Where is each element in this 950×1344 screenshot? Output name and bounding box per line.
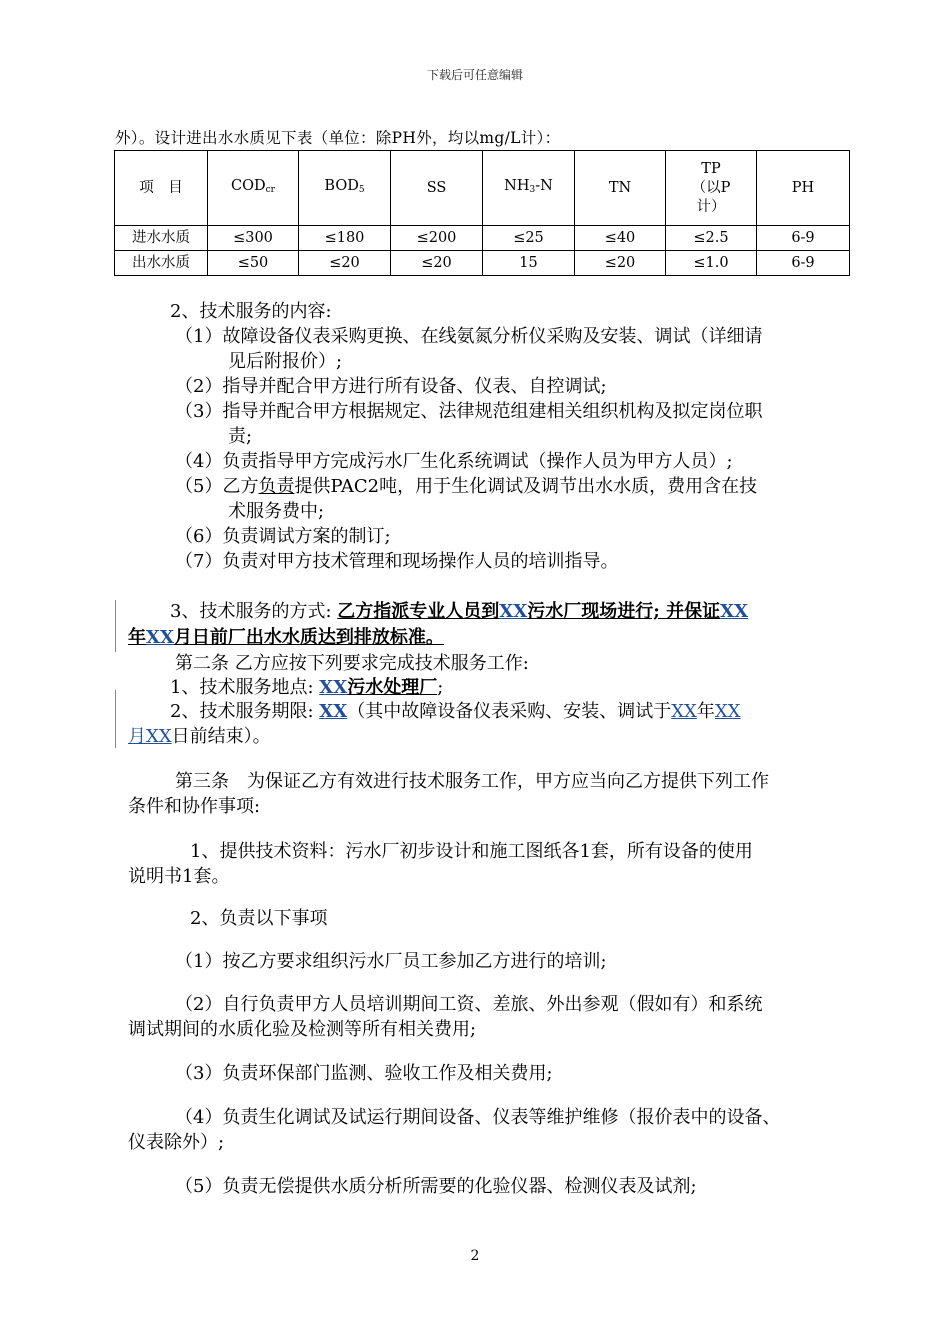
table-row	[115, 251, 850, 276]
header-tn: TN	[575, 151, 666, 226]
cell: ≤20	[299, 251, 391, 276]
cell: ≤300	[208, 226, 299, 251]
cell: 出水水质	[115, 251, 208, 276]
cell: ≤2.5	[666, 226, 757, 251]
list-item-cont: 责;	[228, 426, 253, 447]
section-2-title: 2、技术服务的内容:	[170, 301, 332, 322]
cell: ≤25	[483, 226, 575, 251]
cell: ≤180	[299, 226, 391, 251]
cell: 进水水质	[115, 226, 208, 251]
cell: ≤20	[575, 251, 666, 276]
list-item: （1）按乙方要求组织污水厂员工参加乙方进行的培训;	[175, 951, 607, 972]
header-bod: $BOD_5$	[299, 151, 391, 226]
section-3-line: 3、技术服务的方式: 乙方指派专业人员到XX污水厂现场进行; 并保证XX	[170, 601, 749, 622]
revision-bar	[115, 600, 116, 652]
list-item: （6）负责调试方案的制订;	[175, 526, 391, 547]
header-item: 项 目	[115, 151, 208, 226]
list-item: （3）指导并配合甲方根据规定、法律规范组建相关组织机构及拟定岗位职	[175, 401, 763, 422]
list-item-cont: 见后附报价）;	[228, 351, 343, 372]
header-ph: PH	[757, 151, 850, 226]
paragraph: 2、负责以下事项	[190, 908, 328, 929]
cell: ≤50	[208, 251, 299, 276]
paragraph-cont: 说明书1套。	[128, 866, 230, 887]
header-ss: SS	[391, 151, 483, 226]
article-3-title: 第三条 为保证乙方有效进行技术服务工作，甲方应当向乙方提供下列工作	[175, 771, 769, 792]
cell: ≤1.0	[666, 251, 757, 276]
service-period: 2、技术服务期限: XX（其中故障设备仪表采购、安装、调试于XX年XX	[170, 701, 741, 722]
header-nh3: $NH_3-N$	[483, 151, 575, 226]
table-intro: 外）。设计进出水水质见下表（单位：除PH外，均以mg/L计）：	[115, 129, 561, 147]
water-quality-table	[114, 150, 850, 276]
cell: ≤200	[391, 226, 483, 251]
cell: ≤20	[391, 251, 483, 276]
article-2-title: 第二条 乙方应按下列要求完成技术服务工作:	[175, 653, 529, 674]
revision-bar	[115, 690, 116, 748]
page-number: 2	[470, 1248, 480, 1264]
paragraph: 1、提供技术资料：污水厂初步设计和施工图纸各1套，所有设备的使用	[190, 841, 753, 862]
list-item: （2）指导并配合甲方进行所有设备、仪表、自控调试;	[175, 376, 607, 397]
header-cod: $COD_{cr}$	[208, 151, 299, 226]
list-item: （4）负责生化调试及试运行期间设备、仪表等维护维修（报价表中的设备、	[175, 1107, 781, 1128]
service-period-cont: 月XX日前结束）。	[128, 726, 271, 747]
list-item: （7）负责对甲方技术管理和现场操作人员的培训指导。	[175, 551, 619, 572]
list-item: （3）负责环保部门监测、验收工作及相关费用;	[175, 1063, 553, 1084]
table-row	[115, 226, 850, 251]
header-tp: TP （以P 计）	[666, 151, 757, 226]
list-item-cont: 仪表除外）;	[128, 1132, 225, 1153]
list-item: （4）负责指导甲方完成污水厂生化系统调试（操作人员为甲方人员）;	[175, 451, 733, 472]
cell: 6-9	[757, 226, 850, 251]
list-item-cont: 术服务费中;	[228, 501, 325, 522]
section-3-line-cont: 年XX月日前厂出水水质达到排放标准。	[128, 627, 444, 648]
cell: ≤40	[575, 226, 666, 251]
cell: 6-9	[757, 251, 850, 276]
list-item-cont: 调试期间的水质化验及检测等所有相关费用;	[128, 1019, 477, 1040]
list-item: （5）乙方负责提供PAC2吨，用于生化调试及调节出水水质，费用含在技	[175, 476, 758, 497]
service-location: 1、技术服务地点: XX污水处理厂;	[170, 677, 444, 698]
list-item: （2）自行负责甲方人员培训期间工资、差旅、外出参观（假如有）和系统	[175, 994, 763, 1015]
cell: 15	[483, 251, 575, 276]
list-item: （5）负责无偿提供水质分析所需要的化验仪器、检测仪表及试剂;	[175, 1176, 697, 1197]
article-3-title-cont: 条件和协作事项:	[128, 796, 261, 817]
page-header: 下载后可任意编辑	[426, 68, 523, 82]
table-header-row	[115, 151, 850, 226]
list-item: （1）故障设备仪表采购更换、在线氨氮分析仪采购及安装、调试（详细请	[175, 326, 763, 347]
